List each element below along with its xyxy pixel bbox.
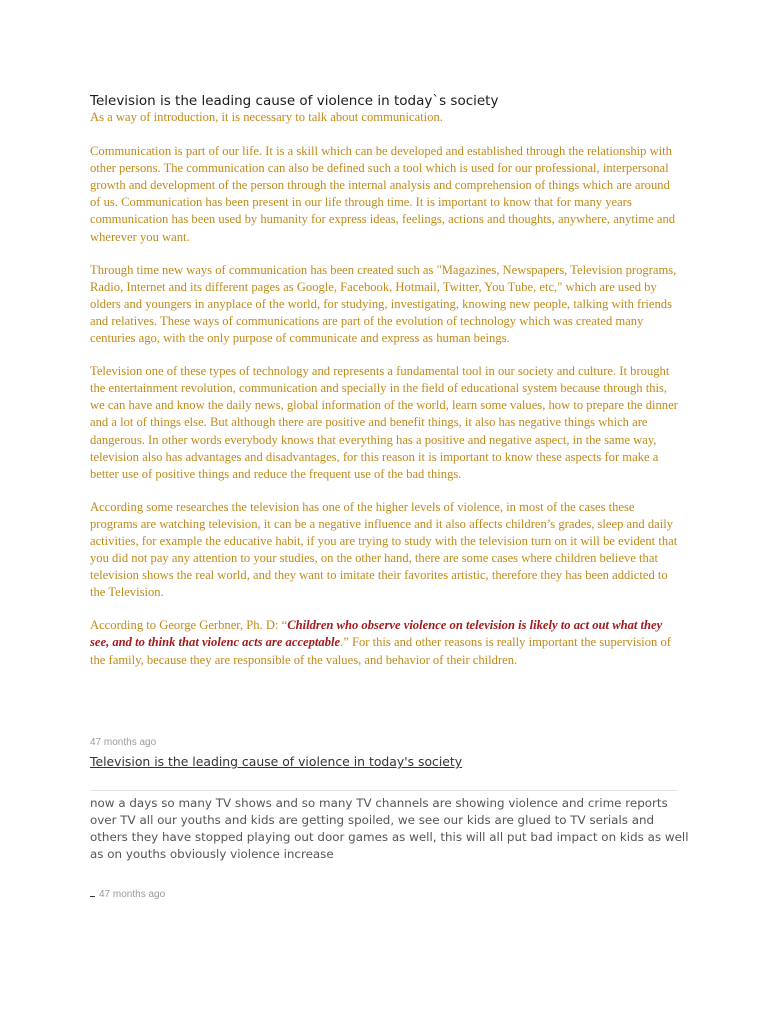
gerbner-quote: Children who observe violence on television is likely to act out what they see, and to think that violenc acts are acceptable: [90, 618, 663, 650]
comment-body: now a days so many TV shows and so many TV channels are showing violence and crime reports over TV all our youths and kids are getting spoiled, we see our kids are glued to TV serials and others they have stopped playing out door games as well, this will all put bad impact on kids as well as on youths obviously violence increase: [90, 796, 689, 861]
paragraph-communication: Communication is part of our life. It is a skill which can be developed and established through the relationship with other persons. The communication can also be defined such a tool which is used for our professional, interpersonal growth and development of the person through the internal analysis and comprehension of things which are around of us. Communication has been present in our life through time. It is important to know that for many years communication has been used by humanity for express ideas, feelings, actions and thoughts, anywhere, anytime and wherever you want.: [90, 144, 676, 244]
comment-title-link[interactable]: Television is the leading cause of violence in today's society: [90, 754, 463, 769]
paragraph-new-ways: Through time new ways of communication has been created such as "Magazines, Newspapers, Television programs, Radio, Internet and its different pages as Google, Facebook, Hotmail, Twitter, You Tube, etc," which are used by olders and youngers in anyplace of the world, for studying, investigating, knowing new people, talking with friends and relatives. These ways of communications are part of the evolution of technology which was created many centuries ago, with the only purpose of communicate and express as human beings.: [90, 262, 677, 346]
intro-paragraph: As a way of introduction, it is necessary to talk about communication.: [90, 110, 443, 124]
comment-link-underline[interactable]: [90, 896, 95, 897]
quote-lead: According to George Gerbner, Ph. D: “: [90, 618, 288, 633]
quote-tail: .” For this and other reasons is really important the supervision of the family, because they are responsible of the values, and behavior of their children.: [90, 635, 671, 667]
comment-timestamp: 47 months ago: [99, 889, 166, 900]
post-timestamp: 47 months ago: [90, 737, 157, 748]
comment-divider: [90, 790, 678, 791]
document-title: Television is the leading cause of violence in today`s society: [90, 93, 499, 109]
paragraph-television: Television one of these types of technology and represents a fundamental tool in our society and culture. It brought the entertainment revolution, communication and specially in the field of educational system because through this, we can have and know the daily news, global information of the world, learn some values, how to prepare the dinner and a lot of things else. But although there are positive and benefit things, it also has negative things which are dangerous. In other words everybody knows that everything has a positive and negative aspect, in the same way, television also has advantages and disadvantages, for this reason it is important to know these aspects for make a better use of positive things and reduce the frequent use of the bad things.: [90, 364, 678, 481]
paragraph-quote: [90, 617, 680, 668]
essay-body: [90, 109, 680, 685]
paragraph-research: According some researches the television has one of the higher levels of violence, in most of the cases these programs are watching television, it can be a negative influence and it also affects children’s grades, sleep and daily activities, for example the educative habit, if you are trying to study with the television turn on it will be evident that you did not pay any attention to your studies, on the other hand, there are some cases where children believe that television shows the real world, and they want to imitate their favorites artistic, therefore they has been addicted to the Television.: [90, 499, 678, 600]
